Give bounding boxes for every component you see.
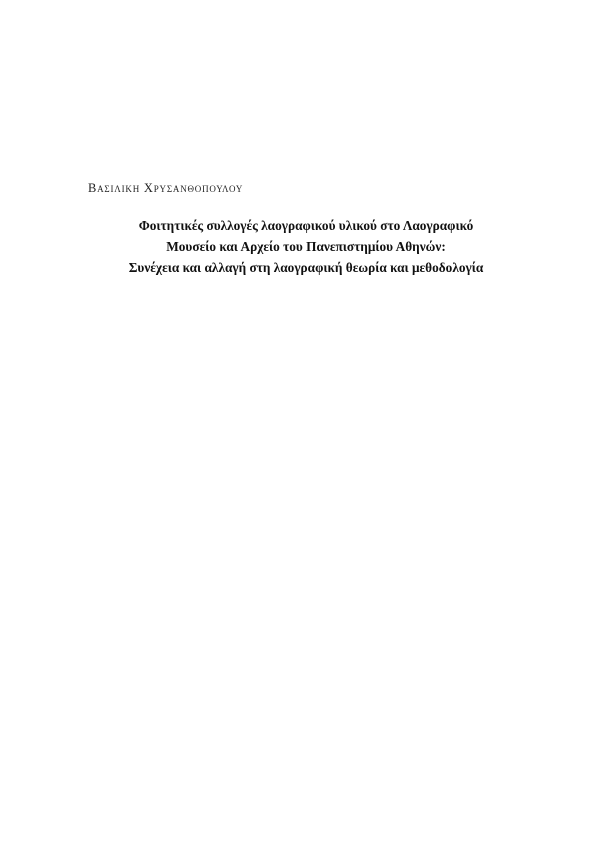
title-line: Μουσείο και Αρχείο του Πανεπιστημίου Αθηνών: bbox=[166, 239, 446, 254]
title-line: Συνέχεια και αλλαγή στη λαογραφική θεωρία και μεθοδολογία bbox=[128, 260, 484, 275]
article-page bbox=[88, 0, 524, 846]
title-line: Φοιτητικές συλλογές λαογραφικού υλικού στο Λαογραφικό bbox=[138, 218, 474, 233]
article-title bbox=[88, 215, 524, 278]
author-name: Βασιλικη Χρυσανθοπουλου bbox=[88, 181, 244, 195]
